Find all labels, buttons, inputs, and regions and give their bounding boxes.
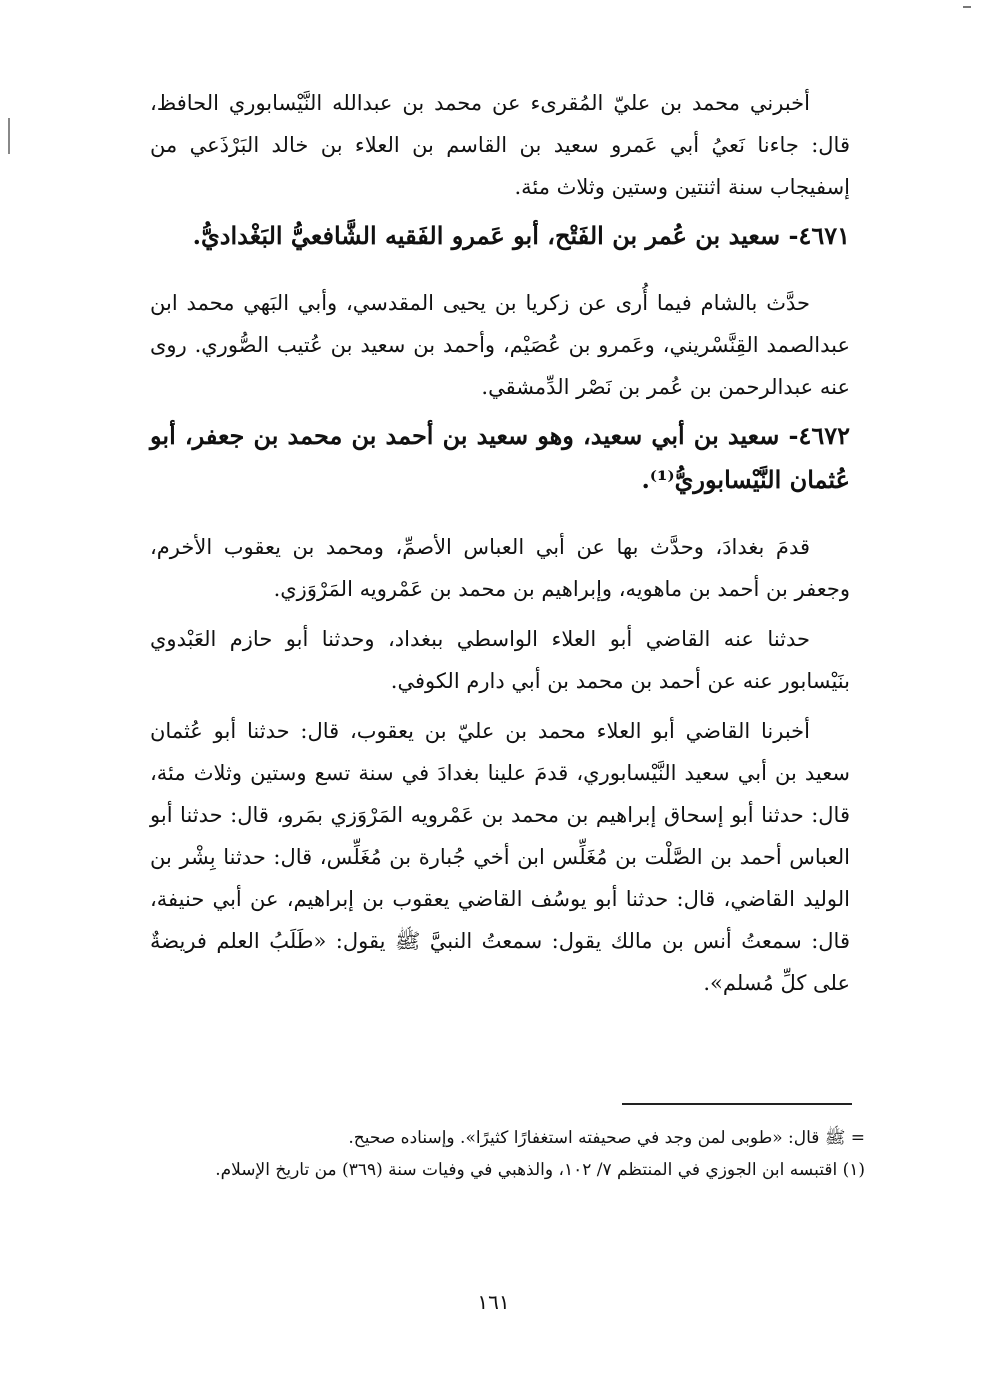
footnotes (150, 1122, 865, 1186)
entry-heading-4672: ٤٦٧٢- سعيد بن أبي سعيد، وهو سعيد بن أحمد بن محمد بن جعفر، أبو عُثمان النَّيْسابوريُّ⁽¹⁾. (150, 421, 850, 494)
page-body (150, 82, 850, 1012)
scan-edge-mark (963, 6, 971, 8)
page-number: ١٦١ (477, 1290, 510, 1314)
paragraph-narration: أخبرني محمد بن عليّ المُقرىء عن محمد بن عبدالله النَّيْسابوري الحافظ، قال: جاءنا نَعيُ أبي عَمرو سعيد بن القاسم بن العلاء بن خالد البَرْذَعي من إسفيجاب سنة اثنتين وستين وثلاث مئة. (150, 91, 850, 199)
paragraph-isnad: أخبرنا القاضي أبو العلاء محمد بن عليّ بن يعقوب، قال: حدثنا أبو عُثمان سعيد بن أبي سعيد النَّيْسابوري، قدمَ علينا بغدادَ في سنة تسع وستين وثلاث مئة، قال: حدثنا أبو إسحاق إبراهيم بن محمد بن عَمْرويه المَرْوَزي بمَرو، قال: حدثنا أبو العباس أحمد بن الصَّلْت بن مُغَلِّس ابن أخي جُبارة بن مُغَلِّس، قال: حدثنا بِشْر بن الوليد القاضي، قال: حدثنا أبو يوسُف القاضي يعقوب بن إبراهيم، عن أبي حنيفة، قال: سمعتُ أنس بن مالك يقول: سمعتُ النبيَّ ﷺ يقول: «طَلَبُ العلم فريضةٌ على كلِّ مُسلم». (150, 719, 850, 995)
footnote-separator (622, 1103, 852, 1105)
paragraph-narrators: حدثنا عنه القاضي أبو العلاء الواسطي ببغداد، وحدثنا أبو حازم العَبْدوي بنَيْسابور عنه عن أحمد بن محمد بن أبي دارم الكوفي. (150, 627, 850, 693)
footnote-1: (١) اقتبسه ابن الجوزي في المنتظم ٧/ ١٠٢، والذهبي في وفيات سنة (٣٦٩) من تاريخ الإسلام. (215, 1160, 865, 1180)
paragraph-biography: قدمَ بغدادَ، وحدَّث بها عن أبي العباس الأصمِّ، ومحمد بن يعقوب الأخرم، وجعفر بن أحمد بن ماهويه، وإبراهيم بن محمد بن عَمْرويه المَرْوَزي. (150, 535, 850, 601)
footnote-continued: = ﷺ قال: «طوبى لمن وجد في صحيفته استغفارًا كثيرًا». وإسناده صحيح. (348, 1128, 865, 1148)
scan-edge-mark (8, 118, 10, 154)
paragraph-biography: حدَّث بالشام فيما أُرى عن زكريا بن يحيى المقدسي، وأبي البَهي محمد ابن عبدالصمد القِنَّسْريني، وعَمرو بن عُصَيْم، وأحمد بن سعيد بن عُتيب الصُّوري. روى عنه عبدالرحمن بن عُمر بن نَصْر الدِّمشقي. (150, 291, 850, 399)
entry-heading-4671: ٤٦٧١- سعيد بن عُمر بن الفَتْح، أبو عَمرو الفَقيه الشَّافعيُّ البَغْداديُّ. (192, 221, 850, 250)
